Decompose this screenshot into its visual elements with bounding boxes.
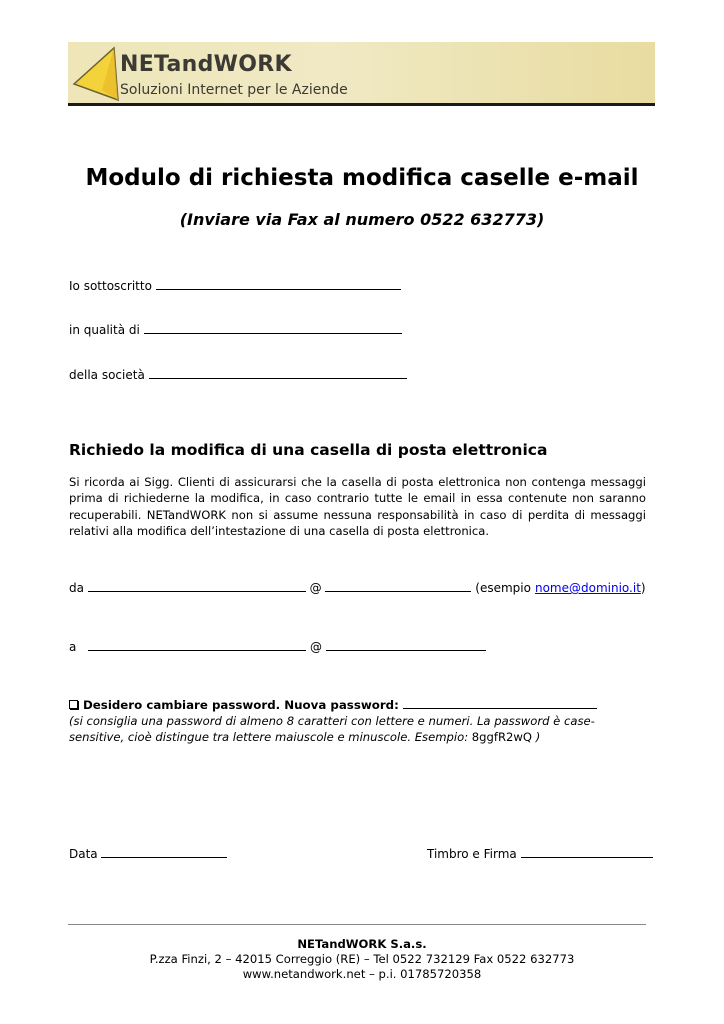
fax-instruction: (Inviare via Fax al numero 0522 632773) <box>179 210 545 229</box>
logo-tagline: Soluzioni Internet per le Aziende <box>120 82 348 98</box>
qualita-row <box>69 323 402 337</box>
societa-label: della società <box>69 368 145 382</box>
to-user-field[interactable] <box>88 640 306 651</box>
from-user-field[interactable] <box>88 581 306 592</box>
password-note <box>69 713 646 745</box>
section-heading: Richiedo la modifica di una casella di posta elettronica <box>69 441 548 459</box>
password-note-end: ) <box>535 730 541 744</box>
date-row <box>69 847 227 861</box>
header-banner <box>68 42 655 106</box>
signature-field[interactable] <box>521 847 653 858</box>
stamp-row <box>427 847 653 861</box>
from-label: da <box>69 581 84 595</box>
at-symbol: @ <box>309 581 322 595</box>
example-email-link[interactable]: nome@dominio.it <box>534 581 641 595</box>
date-label: Data <box>69 847 98 861</box>
change-password-checkbox[interactable] <box>69 700 78 709</box>
logo-triangle-icon <box>72 44 120 104</box>
sottoscritto-field[interactable] <box>156 279 401 290</box>
to-label: a <box>69 640 77 654</box>
to-domain-field[interactable] <box>326 640 486 651</box>
societa-field[interactable] <box>149 368 407 379</box>
stamp-label: Timbro e Firma <box>427 847 517 861</box>
sottoscritto-row <box>69 279 401 293</box>
notice-paragraph: Si ricorda ai Sigg. Clienti di assicurarsi che la casella di posta elettronica non contenga messaggi prima di richiederne la modifica, in caso contrario tutte le email in essa contenute non saranno recuperabili. NETandWORK non si assume nessuna responsabilità in caso di perdita di messaggi relativi alla modifica dell’intestazione di una casella di posta elettronica. <box>69 475 646 539</box>
sottoscritto-label: Io sottoscritto <box>69 279 152 293</box>
password-example: 8ggfR2wQ <box>471 730 533 744</box>
qualita-label: in qualità di <box>69 323 140 337</box>
societa-row <box>69 368 407 382</box>
logo-name: NETandWORK <box>120 52 292 77</box>
example-prefix: (esempio <box>475 581 531 595</box>
footer-address: P.zza Finzi, 2 – 42015 Correggio (RE) – Tel 0522 732129 Fax 0522 632773 <box>149 952 575 966</box>
footer-divider <box>68 924 646 925</box>
footer-web: www.netandwork.net – p.i. 01785720358 <box>242 967 482 981</box>
from-domain-field[interactable] <box>325 581 471 592</box>
example-suffix: ) <box>640 581 646 595</box>
at-symbol: @ <box>310 640 323 654</box>
qualita-field[interactable] <box>144 323 402 334</box>
password-row <box>69 698 597 712</box>
password-label: Desidero cambiare password. Nuova password: <box>83 698 399 712</box>
footer-company: NETandWORK S.a.s. <box>297 937 427 951</box>
new-password-field[interactable] <box>403 698 597 709</box>
email-from-row <box>69 581 646 595</box>
email-to-row <box>69 640 486 654</box>
page-title: Modulo di richiesta modifica caselle e-mail <box>85 165 639 191</box>
password-note-text: (si consiglia una password di almeno 8 caratteri con lettere e numeri. La password è case-sensitive, cioè distingue tra lettere maiuscole e minuscole. Esempio: <box>69 714 595 744</box>
date-field[interactable] <box>101 847 227 858</box>
